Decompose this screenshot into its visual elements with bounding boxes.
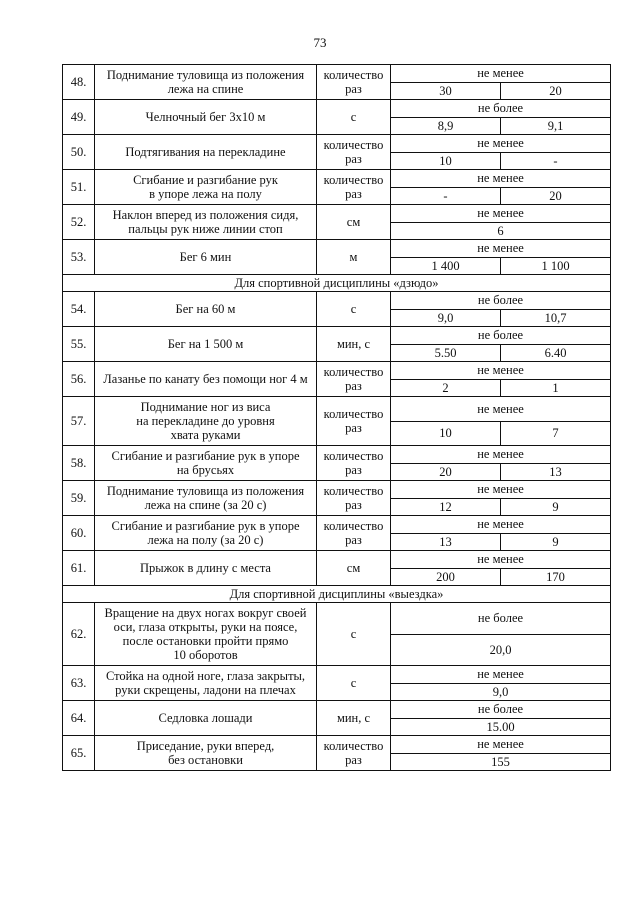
exercise-name-line: хвата руками: [170, 428, 241, 442]
exercise-name: [95, 100, 317, 135]
unit: [317, 603, 391, 666]
value-cell-first: 9,0: [391, 309, 501, 327]
unit-line: раз: [345, 152, 362, 166]
unit: [317, 736, 391, 771]
row-number: 64.: [63, 701, 95, 736]
exercise-name-line: Бег на 60 м: [175, 302, 236, 316]
row-number: 56.: [63, 362, 95, 397]
unit-line: количество: [323, 365, 384, 379]
exercise-name-line: лежа на спине (за 20 с): [144, 498, 267, 512]
exercise-name: [95, 205, 317, 240]
exercise-name-line: на брусьях: [176, 463, 235, 477]
unit: [317, 446, 391, 481]
exercise-name-line: Наклон вперед из положения сидя,: [112, 208, 299, 222]
table-row: [63, 362, 611, 380]
value-cell-first: 12: [391, 498, 501, 516]
value-cell-second: 170: [501, 568, 611, 586]
value-cell: 9,0: [391, 683, 611, 701]
unit-line: раз: [345, 498, 362, 512]
value-cell-first: -: [391, 187, 501, 205]
value-cell: 20,0: [391, 634, 611, 666]
unit-line: м: [349, 250, 358, 264]
table-row: [63, 205, 611, 223]
value-cell-first: 8,9: [391, 117, 501, 135]
exercise-name-line: руки скрещены, ладони на плечах: [115, 683, 296, 697]
exercise-name-line: оси, глаза открыты, руки на поясе,: [113, 620, 298, 634]
exercise-name-line: Сгибание и разгибание рук в упоре: [111, 519, 300, 533]
unit-line: количество: [323, 484, 384, 498]
unit-line: раз: [345, 187, 362, 201]
value-cell-first: 10: [391, 152, 501, 170]
table-row: [63, 701, 611, 719]
exercise-name-line: без остановки: [168, 753, 243, 767]
exercise-name-line: Бег 6 мин: [179, 250, 232, 264]
unit-line: мин, с: [336, 337, 371, 351]
row-number: 52.: [63, 205, 95, 240]
table-row: [63, 65, 611, 83]
unit-line: раз: [345, 463, 362, 477]
exercise-name: [95, 327, 317, 362]
condition-label: не менее: [391, 736, 611, 754]
value-cell-first: 20: [391, 463, 501, 481]
exercise-name-line: в упоре лежа на полу: [149, 187, 262, 201]
exercise-name: [95, 603, 317, 666]
exercise-name-line: Бег на 1 500 м: [167, 337, 244, 351]
exercise-name-line: Сгибание и разгибание рук в упоре: [111, 449, 300, 463]
row-number: 54.: [63, 292, 95, 327]
unit-line: количество: [323, 407, 384, 421]
unit: [317, 362, 391, 397]
exercise-name-line: после остановки пройти прямо: [122, 634, 289, 648]
norms-table-body: [63, 65, 611, 771]
exercise-name-line: Поднимание туловища из положения: [106, 68, 305, 82]
exercise-name-line: лежа на полу (за 20 с): [147, 533, 264, 547]
unit-line: количество: [323, 68, 384, 82]
unit-line: с: [350, 627, 357, 641]
exercise-name-line: на перекладине до уровня: [136, 414, 275, 428]
value-cell: 6: [391, 222, 611, 240]
value-cell-second: -: [501, 152, 611, 170]
exercise-name-line: Поднимание туловища из положения: [106, 484, 305, 498]
exercise-name-line: Подтягивания на перекладине: [125, 145, 286, 159]
unit: [317, 397, 391, 446]
table-row: [63, 481, 611, 499]
unit-line: количество: [323, 519, 384, 533]
unit-line: раз: [345, 379, 362, 393]
value-cell-second: 20: [501, 82, 611, 100]
table-row: [63, 551, 611, 569]
value-cell-second: 13: [501, 463, 611, 481]
exercise-name: [95, 666, 317, 701]
row-number: 62.: [63, 603, 95, 666]
exercise-name: [95, 362, 317, 397]
condition-label: не менее: [391, 481, 611, 499]
exercise-name-line: пальцы рук ниже линии стоп: [128, 222, 283, 236]
exercise-name-line: Челночный бег 3х10 м: [145, 110, 266, 124]
row-number: 61.: [63, 551, 95, 586]
value-cell-first: 1 400: [391, 257, 501, 275]
unit-line: количество: [323, 138, 384, 152]
row-number: 57.: [63, 397, 95, 446]
value-cell-second: 1: [501, 379, 611, 397]
row-number: 49.: [63, 100, 95, 135]
unit: [317, 327, 391, 362]
page-number: 73: [313, 35, 327, 50]
exercise-name: [95, 551, 317, 586]
section-row: [63, 275, 611, 292]
exercise-name: [95, 446, 317, 481]
row-number: 65.: [63, 736, 95, 771]
condition-label: не менее: [391, 551, 611, 569]
row-number: 60.: [63, 516, 95, 551]
condition-label: не менее: [391, 135, 611, 153]
table-row: [63, 240, 611, 258]
table-row: [63, 516, 611, 534]
condition-label: не менее: [391, 205, 611, 223]
unit-line: раз: [345, 533, 362, 547]
exercise-name: [95, 240, 317, 275]
unit-line: мин, с: [336, 711, 371, 725]
table-row: [63, 736, 611, 754]
exercise-name: [95, 135, 317, 170]
unit: [317, 292, 391, 327]
unit-line: с: [350, 110, 357, 124]
exercise-name-line: Вращение на двух ногах вокруг своей: [104, 606, 307, 620]
row-number: 63.: [63, 666, 95, 701]
value-cell-second: 9,1: [501, 117, 611, 135]
exercise-name: [95, 292, 317, 327]
value-cell-first: 5.50: [391, 344, 501, 362]
condition-label: не более: [391, 701, 611, 719]
value-cell-first: 200: [391, 568, 501, 586]
value-cell-second: 9: [501, 498, 611, 516]
table-row: [63, 135, 611, 153]
section-title: Для спортивной дисциплины «дзюдо»: [63, 275, 611, 292]
condition-label: не более: [391, 100, 611, 118]
row-number: 58.: [63, 446, 95, 481]
unit: [317, 65, 391, 100]
table-row: [63, 666, 611, 684]
table-row: [63, 292, 611, 310]
value-cell: 155: [391, 753, 611, 771]
row-number: 50.: [63, 135, 95, 170]
row-number: 48.: [63, 65, 95, 100]
exercise-name-line: Стойка на одной ноге, глаза закрыты,: [105, 669, 306, 683]
norms-table: [62, 64, 611, 771]
exercise-name-line: Седловка лошади: [158, 711, 253, 725]
table-row: [63, 170, 611, 188]
unit-line: раз: [345, 421, 362, 435]
exercise-name-line: Поднимание ног из виса: [140, 400, 271, 414]
unit: [317, 701, 391, 736]
unit-line: количество: [323, 173, 384, 187]
exercise-name-line: Приседание, руки вперед,: [136, 739, 275, 753]
unit: [317, 240, 391, 275]
unit: [317, 135, 391, 170]
section-row: [63, 586, 611, 603]
exercise-name: [95, 516, 317, 551]
unit-line: с: [350, 302, 357, 316]
unit-line: см: [346, 561, 361, 575]
exercise-name: [95, 65, 317, 100]
table-row: [63, 397, 611, 422]
condition-label: не менее: [391, 516, 611, 534]
condition-label: не менее: [391, 397, 611, 422]
value-cell-second: 7: [501, 421, 611, 446]
value-cell-second: 6.40: [501, 344, 611, 362]
exercise-name-line: лежа на спине: [167, 82, 244, 96]
exercise-name-line: 10 оборотов: [173, 648, 238, 662]
condition-label: не более: [391, 292, 611, 310]
value-cell-first: 10: [391, 421, 501, 446]
table-row: [63, 327, 611, 345]
section-title: Для спортивной дисциплины «выездка»: [63, 586, 611, 603]
unit: [317, 516, 391, 551]
value-cell-second: 10,7: [501, 309, 611, 327]
condition-label: не менее: [391, 65, 611, 83]
table-row: [63, 100, 611, 118]
unit-line: раз: [345, 753, 362, 767]
unit-line: количество: [323, 449, 384, 463]
unit-line: раз: [345, 82, 362, 96]
unit-line: см: [346, 215, 361, 229]
unit: [317, 170, 391, 205]
row-number: 51.: [63, 170, 95, 205]
unit: [317, 666, 391, 701]
row-number: 59.: [63, 481, 95, 516]
exercise-name-line: Прыжок в длину с места: [140, 561, 271, 575]
table-row: [63, 603, 611, 635]
exercise-name: [95, 170, 317, 205]
value-cell-second: 1 100: [501, 257, 611, 275]
condition-label: не более: [391, 327, 611, 345]
value-cell-first: 30: [391, 82, 501, 100]
unit: [317, 205, 391, 240]
condition-label: не более: [391, 603, 611, 635]
exercise-name: [95, 736, 317, 771]
unit-line: количество: [323, 739, 384, 753]
condition-label: не менее: [391, 446, 611, 464]
exercise-name: [95, 701, 317, 736]
unit: [317, 551, 391, 586]
condition-label: не менее: [391, 362, 611, 380]
value-cell-first: 2: [391, 379, 501, 397]
condition-label: не менее: [391, 666, 611, 684]
condition-label: не менее: [391, 170, 611, 188]
unit: [317, 100, 391, 135]
exercise-name-line: Лазанье по канату без помощи ног 4 м: [103, 372, 308, 386]
row-number: 55.: [63, 327, 95, 362]
table-row: [63, 446, 611, 464]
exercise-name: [95, 481, 317, 516]
unit-line: с: [350, 676, 357, 690]
exercise-name-line: Сгибание и разгибание рук: [133, 173, 278, 187]
value-cell-first: 13: [391, 533, 501, 551]
condition-label: не менее: [391, 240, 611, 258]
row-number: 53.: [63, 240, 95, 275]
value-cell-second: 9: [501, 533, 611, 551]
value-cell-second: 20: [501, 187, 611, 205]
unit: [317, 481, 391, 516]
exercise-name: [95, 397, 317, 446]
value-cell: 15.00: [391, 718, 611, 736]
